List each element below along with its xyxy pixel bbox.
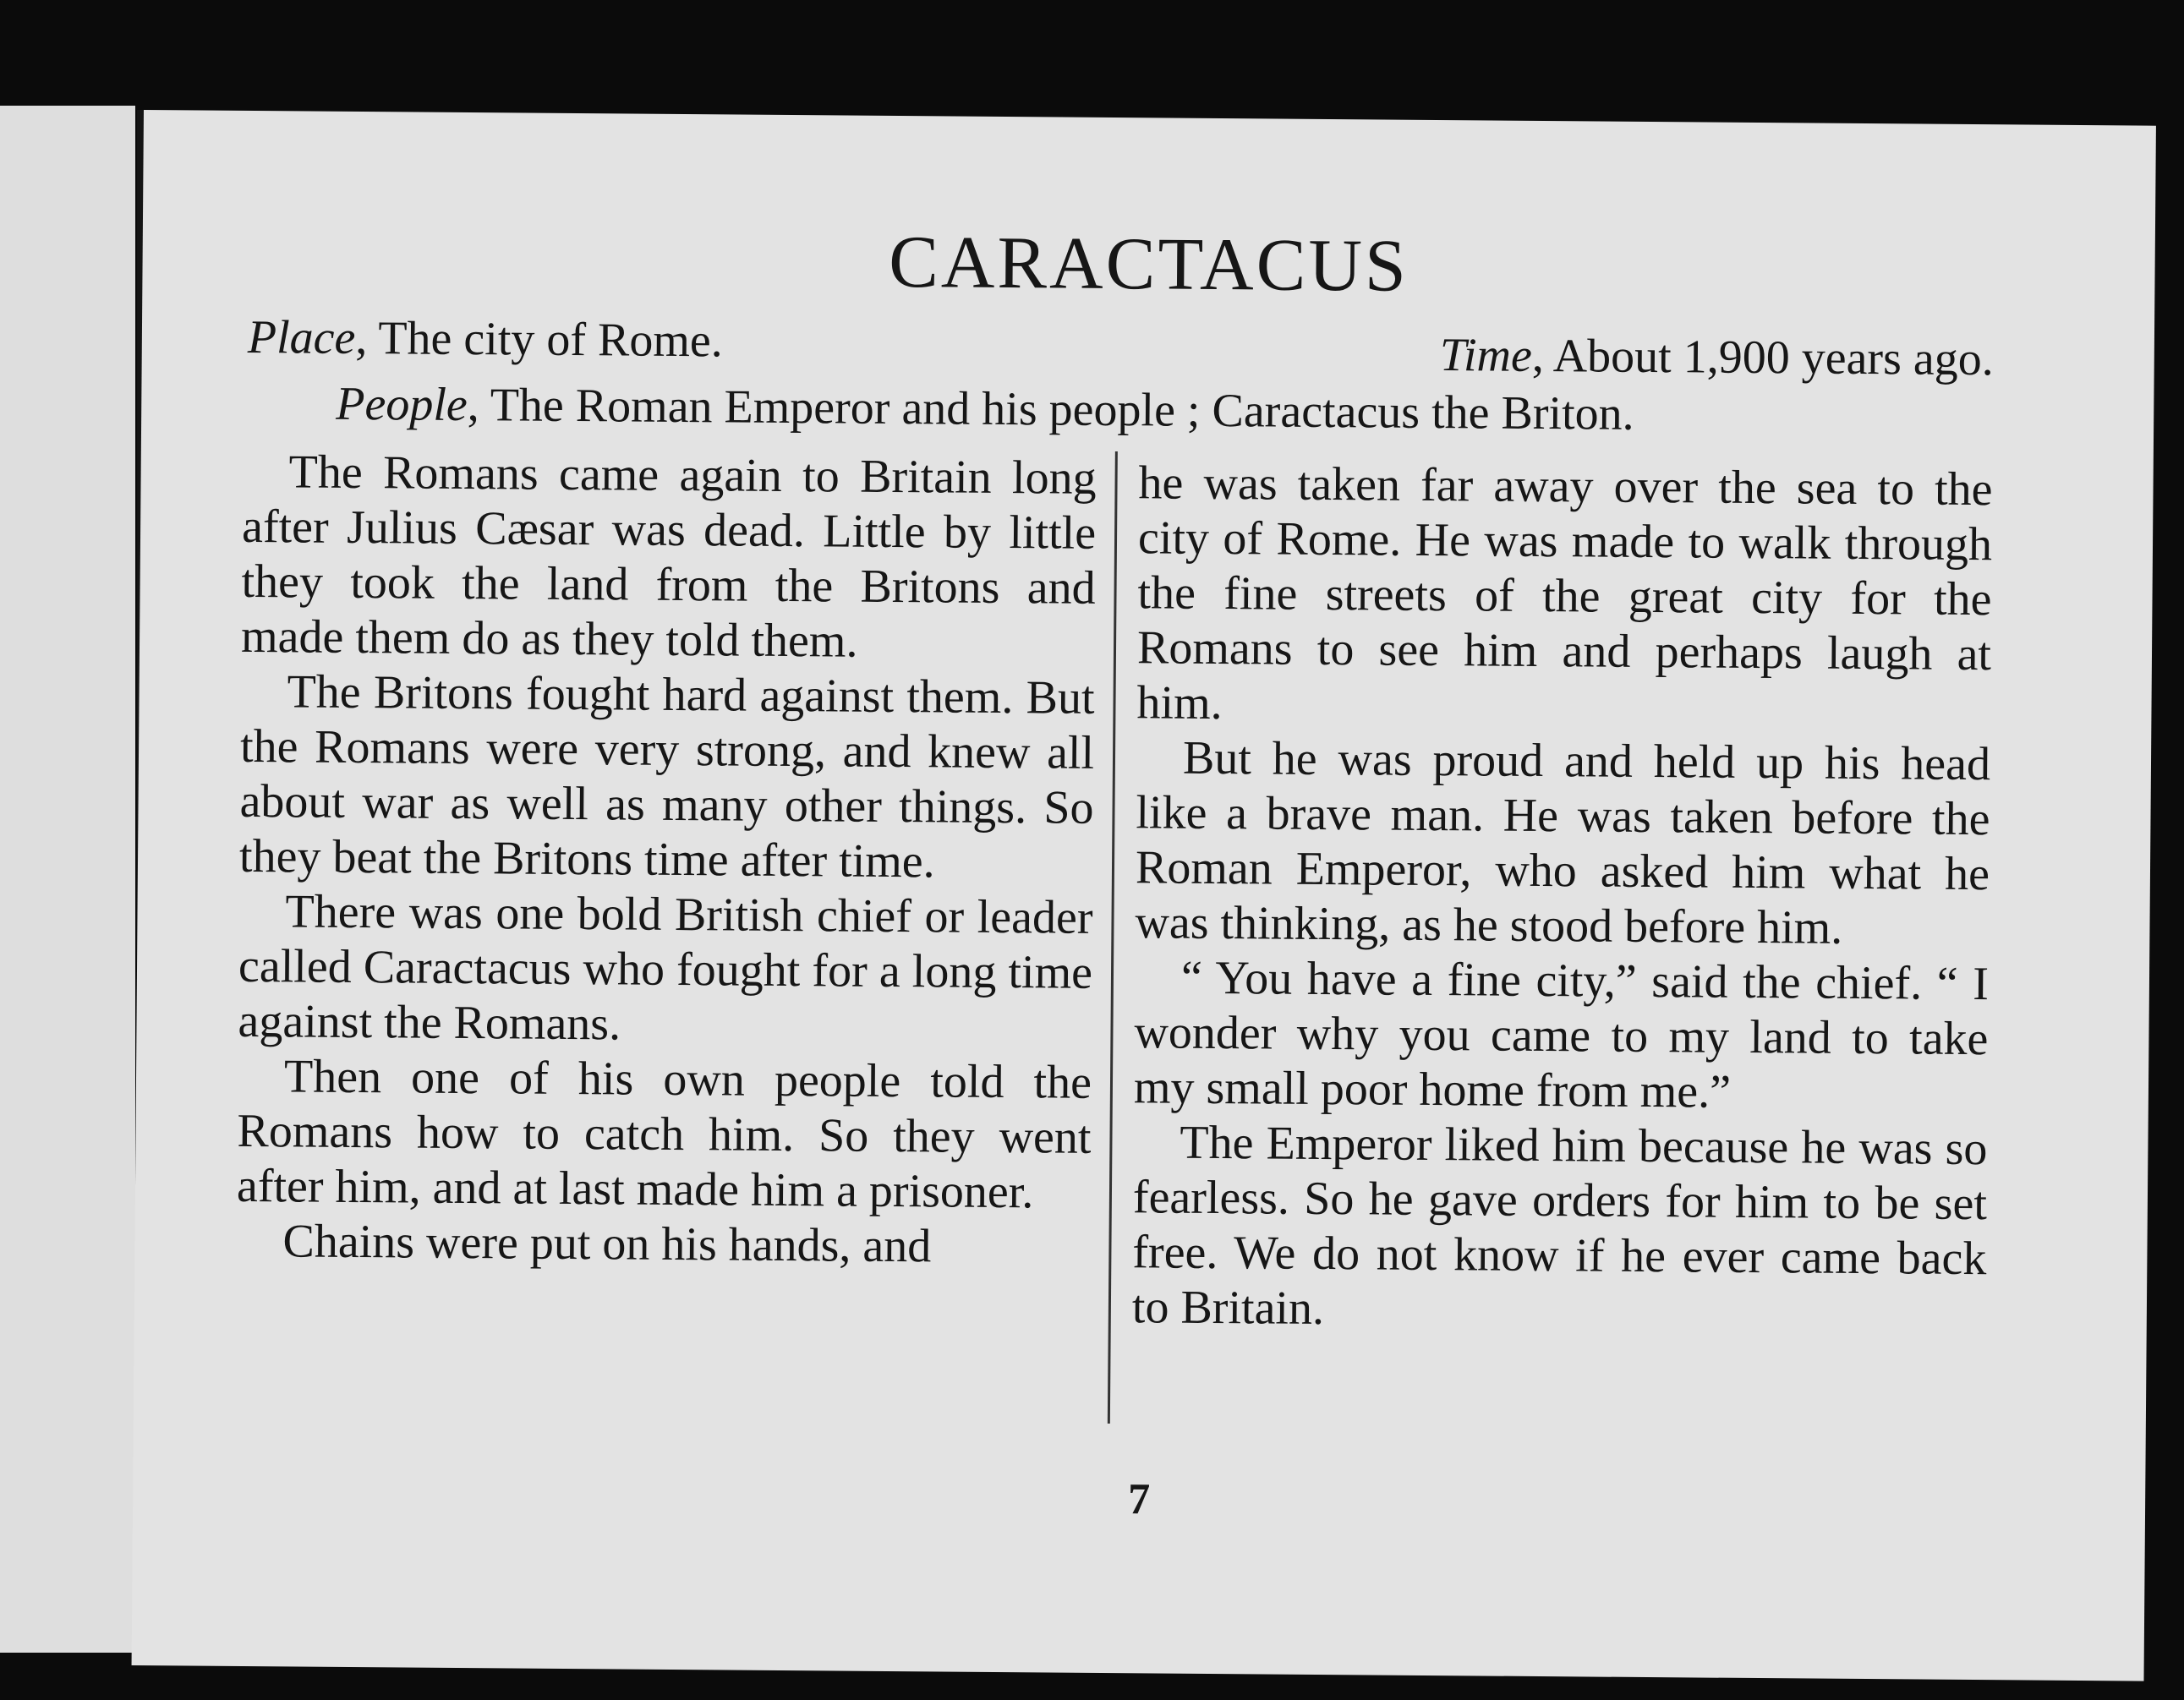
left-column [236,445,1097,1276]
paragraph: The Romans came again to Britain long after Julius Cæsar was dead. Little by little they took the land from the Britons and made them do as they told them. [240,445,1097,668]
right-column [1132,456,1993,1342]
paragraph: he was taken far away over the sea to the city of Rome. He was made to walk through the fine streets of the great city for the Romans to see him and perhaps laugh at him. [1136,456,1993,730]
place-value: , The city of Rome. [355,311,724,368]
paragraph: But he was proud and held up his head like a brave man. He was taken before the Roman Emperor, who asked him what he was thinking, as he stood before him. [1135,731,1991,954]
paragraph: Then one of his own people told the Romans how to catch him. So they went after him, and at last made him a prisoner. [236,1050,1092,1219]
paragraph: Chains were put on his hands, and [282,1215,932,1273]
page-title: CARACTACUS [888,221,1409,308]
people-label: People [336,377,468,432]
time-value: , About 1,900 years ago. [1531,329,1994,386]
people-value: , The Roman Emperor and his people ; Caractacus the Briton. [467,379,1634,440]
paragraph: The Britons fought hard against them. But the Romans were very strong, and knew all about war as well as many other things. So they beat the Britons time after time. [238,665,1095,888]
paragraph: “ You have a fine city,” said the chief. “ I wonder why you came to my land to take my small poor home from me.” [1133,951,1990,1118]
book-page [132,110,2156,1681]
paragraph: There was one bold British chief or leader called Caractacus who fought for a long time against the Romans. [238,885,1093,1051]
column-divider [1108,451,1118,1424]
time-line [1439,329,1994,386]
place-label: Place [247,310,356,364]
paragraph: The Emperor liked him because he was so fearless. So he gave orders for him to be set free. We do not know if he ever came back to Britain. [1131,1116,1988,1336]
previous-page-edge [0,106,135,1653]
page-number: 7 [1127,1475,1151,1524]
time-label: Time [1439,329,1533,382]
place-line [247,310,724,368]
people-line [336,377,1634,440]
